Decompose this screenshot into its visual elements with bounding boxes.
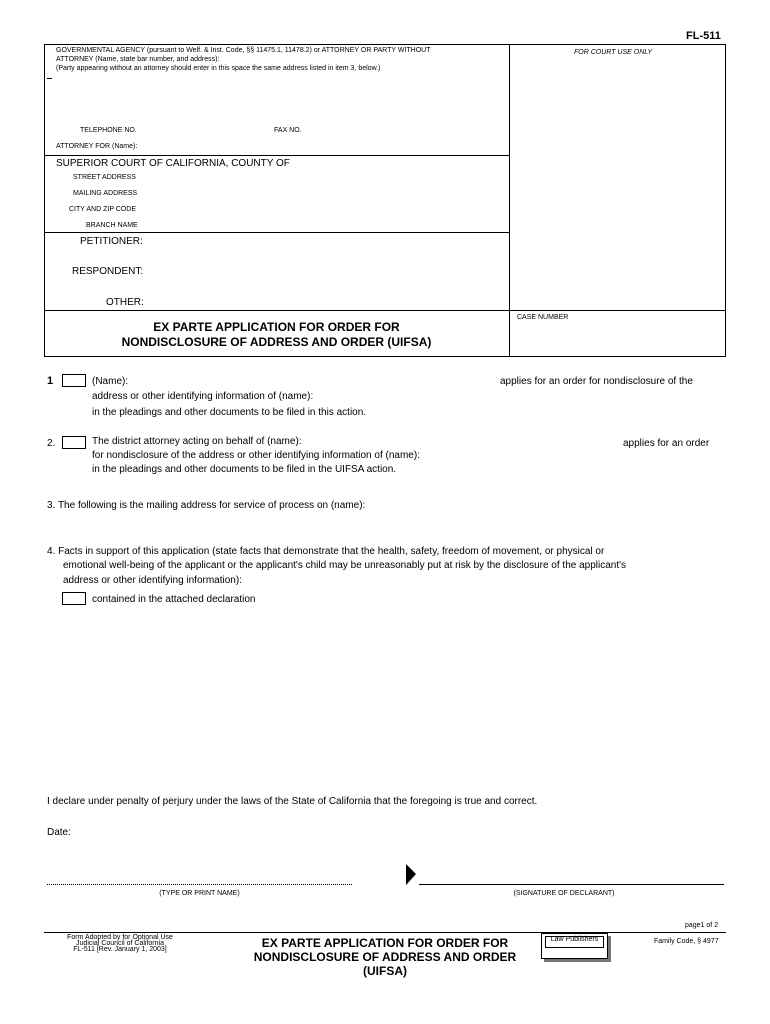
form-number: FL-511 xyxy=(686,30,721,42)
footer-title xyxy=(235,936,535,978)
item1-number: 1 xyxy=(47,375,54,387)
item1-line2: address or other identifying information of (name): xyxy=(92,391,314,402)
signature-label: (SIGNATURE OF DECLARANT) xyxy=(513,890,615,897)
signature-line[interactable] xyxy=(419,884,724,885)
type-name-line[interactable] xyxy=(47,884,352,885)
family-code: Family Code, § 4977 xyxy=(654,938,719,945)
fax-label[interactable]: FAX NO. xyxy=(274,127,302,134)
item2-checkbox[interactable] xyxy=(62,436,86,449)
item1-right-text: applies for an order for nondisclosure of the xyxy=(500,376,693,387)
telephone-label[interactable]: TELEPHONE NO. xyxy=(80,127,137,134)
attorney-field-mark xyxy=(47,78,52,79)
item4-line3: address or other identifying information): xyxy=(63,575,242,586)
form-adopted-line2: Judicial Council of California xyxy=(76,940,164,947)
item2-line1: The district attorney acting on behalf of (name): xyxy=(92,436,302,447)
form-title xyxy=(44,320,509,350)
item2-right-text: applies for an order xyxy=(623,438,710,449)
agency-label-line2: ATTORNEY (Name, state bar number, and address): xyxy=(56,56,220,63)
petitioner-label[interactable]: PETITIONER: xyxy=(80,236,143,247)
street-address-label[interactable]: STREET ADDRESS xyxy=(73,174,136,181)
case-number-label[interactable]: CASE NUMBER xyxy=(517,314,569,321)
item2-line2: for nondisclosure of the address or other identifying information of (name): xyxy=(92,450,420,461)
agency-label-line3: (Party appearing without an attorney should enter in this space the same address listed in item 3, below.) xyxy=(56,65,381,72)
attorney-for-label[interactable]: ATTORNEY FOR (Name): xyxy=(56,143,138,150)
footer-title-line3: (UIFSA) xyxy=(363,964,407,978)
date-label[interactable]: Date: xyxy=(47,827,71,838)
item4-line2: emotional well-being of the applicant or the applicant's child may be unreasonably put at risk by the disclosure of the applicant's xyxy=(63,560,627,571)
item1-checkbox[interactable] xyxy=(62,374,86,387)
court-use-label: FOR COURT USE ONLY xyxy=(574,49,653,56)
form-adopted-line1: Form Adopted by for Optional Use xyxy=(67,934,173,941)
other-label[interactable]: OTHER: xyxy=(106,297,144,308)
item3-text: 3. The following is the mailing address for service of process on (name): xyxy=(47,500,366,511)
declaration-text: I declare under penalty of perjury under the laws of the State of California that the foregoing is true and correct. xyxy=(47,796,538,807)
signature-arrow-icon xyxy=(406,864,418,886)
item1-name-label: (Name): xyxy=(92,376,129,387)
agency-label-line1: GOVERNMENTAL AGENCY (pursuant to Welf. & Inst. Code, §§ 11475.1, 11478.2) or ATTORNEY OR PARTY WITHOUT xyxy=(56,47,431,54)
item2-line3: in the pleadings and other documents to be filed in the UIFSA action. xyxy=(92,464,397,475)
form-adopted-block xyxy=(50,935,190,953)
footer-rule xyxy=(44,932,726,933)
form-title-line1: EX PARTE APPLICATION FOR ORDER FOR xyxy=(153,320,400,334)
item4-attached-label: contained in the attached declaration xyxy=(92,594,256,605)
branch-name-label[interactable]: BRANCH NAME xyxy=(86,222,138,229)
footer-title-line2: NONDISCLOSURE OF ADDRESS AND ORDER xyxy=(253,950,517,964)
form-title-line2: NONDISCLOSURE OF ADDRESS AND ORDER (UIFSA) xyxy=(121,335,432,349)
mailing-address-label[interactable]: MAILING ADDRESS xyxy=(73,190,138,197)
footer-title-line1: EX PARTE APPLICATION FOR ORDER FOR xyxy=(261,936,509,950)
item2-number: 2. xyxy=(47,438,56,449)
court-label[interactable]: SUPERIOR COURT OF CALIFORNIA, COUNTY OF xyxy=(56,158,290,169)
city-zip-label[interactable]: CITY AND ZIP CODE xyxy=(69,206,137,213)
item4-line1: 4. Facts in support of this application (state facts that demonstrate that the health, safety, freedom of movement, or physical or xyxy=(47,546,605,557)
item1-line3: in the pleadings and other documents to be filed in this action. xyxy=(92,407,367,418)
publisher-text: Law Publishers xyxy=(550,936,599,943)
respondent-label[interactable]: RESPONDENT: xyxy=(72,266,144,277)
publisher-stamp xyxy=(541,933,608,959)
item4-checkbox[interactable] xyxy=(62,592,86,605)
form-adopted-line3: FL-511 [Rev. January 1, 2003] xyxy=(73,946,167,953)
page-number: page1 of 2 xyxy=(685,922,719,929)
type-name-label: (TYPE OR PRINT NAME) xyxy=(159,890,240,897)
